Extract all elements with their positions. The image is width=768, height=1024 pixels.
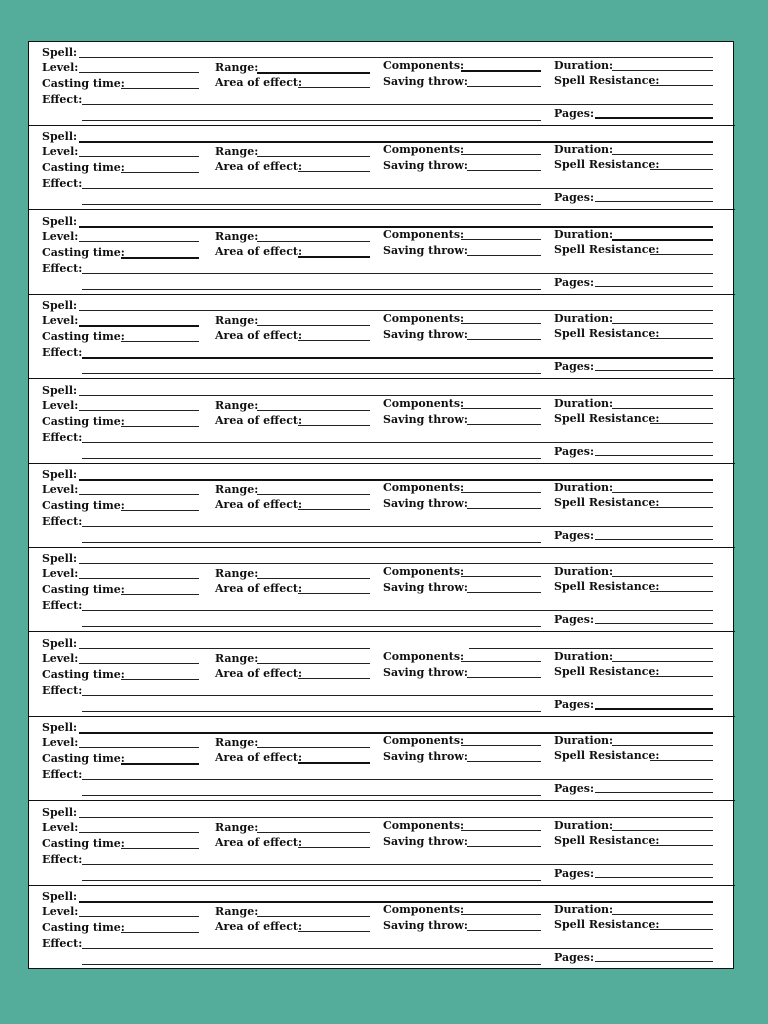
saving-throw-field[interactable] bbox=[467, 761, 541, 762]
casting-time-label: Casting time: bbox=[42, 246, 125, 259]
range-field[interactable] bbox=[257, 916, 370, 917]
effect-label: Effect: bbox=[42, 768, 83, 781]
spell-field[interactable] bbox=[79, 310, 713, 311]
spell-entry bbox=[29, 633, 735, 717]
casting-time-field[interactable] bbox=[121, 510, 199, 511]
level-label: Level: bbox=[42, 567, 79, 580]
spell-entry bbox=[29, 548, 735, 632]
casting-time-field[interactable] bbox=[121, 88, 199, 89]
saving-throw-field[interactable] bbox=[467, 255, 541, 256]
level-field[interactable] bbox=[79, 325, 199, 327]
area-of-effect-field[interactable] bbox=[298, 509, 370, 510]
level-label: Level: bbox=[42, 821, 79, 834]
pages-label: Pages: bbox=[554, 782, 595, 795]
saving-throw-field[interactable] bbox=[467, 677, 541, 678]
spell-field[interactable] bbox=[79, 732, 713, 734]
components-label: Components: bbox=[383, 481, 465, 494]
area-of-effect-field[interactable] bbox=[298, 593, 370, 594]
area-of-effect-label: Area of effect: bbox=[215, 160, 303, 173]
area-of-effect-field[interactable] bbox=[298, 425, 370, 426]
range-field[interactable] bbox=[257, 494, 370, 495]
area-of-effect-label: Area of effect: bbox=[215, 582, 303, 595]
effect-field[interactable] bbox=[82, 442, 713, 443]
casting-time-field[interactable] bbox=[121, 594, 199, 595]
spell-resistance-label: Spell Resistance: bbox=[554, 74, 660, 87]
level-field[interactable] bbox=[79, 410, 199, 411]
entry-divider bbox=[29, 631, 735, 632]
spell-field[interactable] bbox=[79, 226, 713, 228]
spell-entry bbox=[29, 464, 735, 548]
area-of-effect-field[interactable] bbox=[298, 678, 370, 679]
casting-time-label: Casting time: bbox=[42, 752, 125, 765]
duration-label: Duration: bbox=[554, 565, 614, 578]
saving-throw-field[interactable] bbox=[467, 424, 541, 425]
pages-label: Pages: bbox=[554, 698, 595, 711]
spell-entry bbox=[29, 295, 735, 379]
level-field[interactable] bbox=[79, 156, 199, 157]
range-label: Range: bbox=[215, 145, 259, 158]
components-label: Components: bbox=[383, 312, 465, 325]
effect-field[interactable] bbox=[82, 948, 713, 949]
saving-throw-label: Saving throw: bbox=[383, 497, 468, 510]
components-label: Components: bbox=[383, 734, 465, 747]
saving-throw-label: Saving throw: bbox=[383, 666, 468, 679]
range-field[interactable] bbox=[257, 663, 370, 664]
saving-throw-label: Saving throw: bbox=[383, 750, 468, 763]
casting-time-label: Casting time: bbox=[42, 77, 125, 90]
casting-time-field[interactable] bbox=[121, 426, 199, 427]
spell-resistance-label: Spell Resistance: bbox=[554, 749, 660, 762]
components-field[interactable] bbox=[461, 914, 541, 915]
pages-field[interactable] bbox=[595, 961, 713, 962]
duration-label: Duration: bbox=[554, 397, 614, 410]
effect-label: Effect: bbox=[42, 515, 83, 528]
spell-label: Spell: bbox=[42, 299, 78, 312]
casting-time-label: Casting time: bbox=[42, 921, 125, 934]
components-field[interactable] bbox=[461, 661, 541, 662]
duration-field[interactable] bbox=[612, 154, 713, 155]
pages-field[interactable] bbox=[595, 117, 713, 119]
components-field[interactable] bbox=[461, 745, 541, 746]
duration-label: Duration: bbox=[554, 734, 614, 747]
spell-label: Spell: bbox=[42, 552, 78, 565]
level-label: Level: bbox=[42, 652, 79, 665]
range-label: Range: bbox=[215, 567, 259, 580]
components-field[interactable] bbox=[461, 323, 541, 324]
spell-resistance-label: Spell Resistance: bbox=[554, 496, 660, 509]
spell-resistance-label: Spell Resistance: bbox=[554, 665, 660, 678]
duration-field[interactable] bbox=[612, 239, 713, 241]
level-label: Level: bbox=[42, 61, 79, 74]
spell-resistance-field[interactable] bbox=[650, 676, 713, 677]
area-of-effect-field[interactable] bbox=[298, 256, 370, 258]
spell-resistance-label: Spell Resistance: bbox=[554, 158, 660, 171]
saving-throw-label: Saving throw: bbox=[383, 581, 468, 594]
effect-label: Effect: bbox=[42, 937, 83, 950]
duration-label: Duration: bbox=[554, 312, 614, 325]
spell-resistance-field[interactable] bbox=[650, 85, 713, 86]
saving-throw-field[interactable] bbox=[467, 930, 541, 931]
components-field[interactable] bbox=[461, 239, 541, 240]
spell-label: Spell: bbox=[42, 806, 78, 819]
spell-field[interactable] bbox=[79, 901, 713, 903]
effect-2-field[interactable] bbox=[82, 711, 541, 712]
components-label: Components: bbox=[383, 397, 465, 410]
level-field[interactable] bbox=[79, 832, 199, 833]
spell-label: Spell: bbox=[42, 637, 78, 650]
effect-field[interactable] bbox=[82, 273, 713, 274]
casting-time-label: Casting time: bbox=[42, 837, 125, 850]
range-label: Range: bbox=[215, 483, 259, 496]
components-field[interactable] bbox=[461, 492, 541, 493]
components-label: Components: bbox=[383, 228, 465, 241]
spell-label: Spell: bbox=[42, 468, 78, 481]
entry-divider bbox=[29, 378, 735, 379]
spell-field[interactable] bbox=[79, 57, 713, 58]
area-of-effect-field[interactable] bbox=[298, 762, 370, 764]
spell-label: Spell: bbox=[42, 384, 78, 397]
area-of-effect-label: Area of effect: bbox=[215, 414, 303, 427]
casting-time-field[interactable] bbox=[121, 932, 199, 933]
pages-field[interactable] bbox=[595, 201, 713, 202]
spell-resistance-field[interactable] bbox=[650, 760, 713, 761]
level-field[interactable] bbox=[79, 241, 199, 242]
level-label: Level: bbox=[42, 145, 79, 158]
spell-field[interactable] bbox=[79, 563, 713, 564]
pages-field[interactable] bbox=[595, 286, 713, 287]
effect-label: Effect: bbox=[42, 853, 83, 866]
range-label: Range: bbox=[215, 652, 259, 665]
area-of-effect-label: Area of effect: bbox=[215, 76, 303, 89]
spell-resistance-field[interactable] bbox=[650, 507, 713, 508]
level-label: Level: bbox=[42, 399, 79, 412]
components-field[interactable] bbox=[461, 154, 541, 155]
range-field[interactable] bbox=[257, 325, 370, 326]
effect-field[interactable] bbox=[82, 188, 713, 189]
level-field[interactable] bbox=[79, 494, 199, 495]
level-label: Level: bbox=[42, 905, 79, 918]
components-label: Components: bbox=[383, 565, 465, 578]
area-of-effect-label: Area of effect: bbox=[215, 836, 303, 849]
components-field[interactable] bbox=[461, 830, 541, 831]
duration-field[interactable] bbox=[612, 323, 713, 324]
saving-throw-field[interactable] bbox=[467, 339, 541, 340]
duration-label: Duration: bbox=[554, 143, 614, 156]
effect-field[interactable] bbox=[82, 357, 713, 359]
duration-field[interactable] bbox=[612, 830, 713, 831]
pages-field[interactable] bbox=[595, 877, 713, 878]
components-field[interactable] bbox=[461, 408, 541, 409]
pages-field[interactable] bbox=[595, 623, 713, 624]
range-field[interactable] bbox=[257, 832, 370, 833]
effect-2-field[interactable] bbox=[82, 120, 541, 121]
range-label: Range: bbox=[215, 905, 259, 918]
casting-time-field[interactable] bbox=[121, 848, 199, 849]
level-field[interactable] bbox=[79, 916, 199, 917]
effect-2-field[interactable] bbox=[82, 289, 541, 290]
casting-time-label: Casting time: bbox=[42, 161, 125, 174]
spell-field-extension[interactable] bbox=[469, 648, 713, 649]
saving-throw-field[interactable] bbox=[467, 86, 541, 87]
pages-label: Pages: bbox=[554, 276, 595, 289]
duration-field[interactable] bbox=[612, 914, 713, 915]
pages-label: Pages: bbox=[554, 613, 595, 626]
duration-label: Duration: bbox=[554, 481, 614, 494]
effect-2-field[interactable] bbox=[82, 204, 541, 205]
spell-resistance-label: Spell Resistance: bbox=[554, 243, 660, 256]
saving-throw-label: Saving throw: bbox=[383, 413, 468, 426]
effect-label: Effect: bbox=[42, 599, 83, 612]
spell-label: Spell: bbox=[42, 215, 78, 228]
saving-throw-field[interactable] bbox=[467, 508, 541, 509]
area-of-effect-label: Area of effect: bbox=[215, 498, 303, 511]
effect-label: Effect: bbox=[42, 431, 83, 444]
saving-throw-label: Saving throw: bbox=[383, 835, 468, 848]
components-label: Components: bbox=[383, 143, 465, 156]
level-field[interactable] bbox=[79, 578, 199, 579]
spell-entry bbox=[29, 886, 735, 970]
pages-label: Pages: bbox=[554, 445, 595, 458]
pages-field[interactable] bbox=[595, 792, 713, 793]
spell-field[interactable] bbox=[79, 648, 370, 649]
components-field[interactable] bbox=[461, 70, 541, 72]
components-label: Components: bbox=[383, 59, 465, 72]
spell-record-sheet bbox=[28, 41, 734, 969]
effect-field[interactable] bbox=[82, 526, 713, 527]
duration-label: Duration: bbox=[554, 819, 614, 832]
saving-throw-label: Saving throw: bbox=[383, 159, 468, 172]
level-label: Level: bbox=[42, 483, 79, 496]
effect-label: Effect: bbox=[42, 177, 83, 190]
saving-throw-label: Saving throw: bbox=[383, 244, 468, 257]
duration-field[interactable] bbox=[612, 70, 713, 71]
effect-label: Effect: bbox=[42, 262, 83, 275]
spell-label: Spell: bbox=[42, 130, 78, 143]
range-label: Range: bbox=[215, 821, 259, 834]
effect-2-field[interactable] bbox=[82, 795, 541, 796]
duration-label: Duration: bbox=[554, 59, 614, 72]
spell-resistance-label: Spell Resistance: bbox=[554, 834, 660, 847]
spell-resistance-label: Spell Resistance: bbox=[554, 580, 660, 593]
range-field[interactable] bbox=[257, 747, 370, 748]
entry-divider bbox=[29, 800, 735, 801]
level-label: Level: bbox=[42, 314, 79, 327]
spell-entry bbox=[29, 380, 735, 464]
effect-label: Effect: bbox=[42, 684, 83, 697]
effect-2-field[interactable] bbox=[82, 542, 541, 543]
spell-label: Spell: bbox=[42, 721, 78, 734]
duration-label: Duration: bbox=[554, 650, 614, 663]
effect-field[interactable] bbox=[82, 104, 713, 105]
casting-time-field[interactable] bbox=[121, 341, 199, 342]
spell-entry bbox=[29, 717, 735, 801]
spell-label: Spell: bbox=[42, 890, 78, 903]
area-of-effect-field[interactable] bbox=[298, 171, 370, 172]
spell-entry bbox=[29, 126, 735, 210]
effect-2-field[interactable] bbox=[82, 626, 541, 627]
casting-time-label: Casting time: bbox=[42, 583, 125, 596]
effect-field[interactable] bbox=[82, 779, 713, 780]
effect-label: Effect: bbox=[42, 93, 83, 106]
spell-resistance-field[interactable] bbox=[650, 929, 713, 930]
spell-resistance-label: Spell Resistance: bbox=[554, 412, 660, 425]
casting-time-label: Casting time: bbox=[42, 668, 125, 681]
pages-label: Pages: bbox=[554, 867, 595, 880]
range-field[interactable] bbox=[257, 410, 370, 411]
pages-field[interactable] bbox=[595, 370, 713, 371]
level-label: Level: bbox=[42, 230, 79, 243]
range-label: Range: bbox=[215, 399, 259, 412]
spell-label: Spell: bbox=[42, 46, 78, 59]
pages-label: Pages: bbox=[554, 529, 595, 542]
entry-divider bbox=[29, 209, 735, 210]
level-field[interactable] bbox=[79, 663, 199, 664]
saving-throw-label: Saving throw: bbox=[383, 328, 468, 341]
casting-time-field[interactable] bbox=[121, 172, 199, 173]
duration-label: Duration: bbox=[554, 228, 614, 241]
range-field[interactable] bbox=[257, 72, 370, 74]
area-of-effect-label: Area of effect: bbox=[215, 667, 303, 680]
spell-resistance-field[interactable] bbox=[650, 338, 713, 339]
area-of-effect-label: Area of effect: bbox=[215, 245, 303, 258]
effect-2-field[interactable] bbox=[82, 964, 541, 965]
area-of-effect-label: Area of effect: bbox=[215, 751, 303, 764]
duration-field[interactable] bbox=[612, 745, 713, 746]
components-label: Components: bbox=[383, 903, 465, 916]
spell-field[interactable] bbox=[79, 395, 713, 396]
duration-label: Duration: bbox=[554, 903, 614, 916]
spell-entry bbox=[29, 802, 735, 886]
area-of-effect-label: Area of effect: bbox=[215, 329, 303, 342]
components-label: Components: bbox=[383, 819, 465, 832]
saving-throw-field[interactable] bbox=[467, 592, 541, 593]
spell-resistance-label: Spell Resistance: bbox=[554, 918, 660, 931]
effect-label: Effect: bbox=[42, 346, 83, 359]
casting-time-field[interactable] bbox=[121, 257, 199, 259]
spell-resistance-field[interactable] bbox=[650, 254, 713, 255]
spell-entry bbox=[29, 42, 735, 126]
effect-2-field[interactable] bbox=[82, 880, 541, 881]
area-of-effect-field[interactable] bbox=[298, 847, 370, 848]
saving-throw-label: Saving throw: bbox=[383, 919, 468, 932]
effect-2-field[interactable] bbox=[82, 373, 541, 374]
casting-time-label: Casting time: bbox=[42, 499, 125, 512]
range-label: Range: bbox=[215, 736, 259, 749]
pages-field[interactable] bbox=[595, 708, 713, 710]
area-of-effect-field[interactable] bbox=[298, 340, 370, 341]
level-field[interactable] bbox=[79, 747, 199, 748]
casting-time-label: Casting time: bbox=[42, 415, 125, 428]
spell-resistance-field[interactable] bbox=[650, 591, 713, 592]
area-of-effect-label: Area of effect: bbox=[215, 920, 303, 933]
pages-field[interactable] bbox=[595, 455, 713, 456]
effect-field[interactable] bbox=[82, 610, 713, 611]
saving-throw-field[interactable] bbox=[467, 846, 541, 847]
spell-resistance-label: Spell Resistance: bbox=[554, 327, 660, 340]
components-field[interactable] bbox=[461, 576, 541, 577]
pages-label: Pages: bbox=[554, 107, 595, 120]
effect-field[interactable] bbox=[82, 695, 713, 696]
duration-field[interactable] bbox=[612, 576, 713, 577]
effect-2-field[interactable] bbox=[82, 458, 541, 459]
pages-label: Pages: bbox=[554, 951, 595, 964]
casting-time-label: Casting time: bbox=[42, 330, 125, 343]
level-label: Level: bbox=[42, 736, 79, 749]
range-label: Range: bbox=[215, 61, 259, 74]
saving-throw-label: Saving throw: bbox=[383, 75, 468, 88]
spell-field[interactable] bbox=[79, 817, 713, 818]
range-label: Range: bbox=[215, 314, 259, 327]
range-field[interactable] bbox=[257, 578, 370, 579]
range-field[interactable] bbox=[257, 156, 370, 157]
pages-label: Pages: bbox=[554, 360, 595, 373]
range-field[interactable] bbox=[257, 241, 370, 242]
pages-label: Pages: bbox=[554, 191, 595, 204]
saving-throw-field[interactable] bbox=[467, 170, 541, 171]
spell-field[interactable] bbox=[79, 479, 713, 481]
pages-field[interactable] bbox=[595, 539, 713, 540]
duration-field[interactable] bbox=[612, 492, 713, 493]
casting-time-field[interactable] bbox=[121, 679, 199, 680]
area-of-effect-field[interactable] bbox=[298, 87, 370, 88]
casting-time-field[interactable] bbox=[121, 763, 199, 765]
duration-field[interactable] bbox=[612, 408, 713, 409]
duration-field[interactable] bbox=[612, 661, 713, 662]
area-of-effect-field[interactable] bbox=[298, 931, 370, 932]
spell-resistance-field[interactable] bbox=[650, 423, 713, 424]
spell-entry bbox=[29, 211, 735, 295]
range-label: Range: bbox=[215, 230, 259, 243]
level-field[interactable] bbox=[79, 72, 199, 73]
spell-resistance-field[interactable] bbox=[650, 845, 713, 846]
effect-field[interactable] bbox=[82, 864, 713, 865]
spell-field[interactable] bbox=[79, 141, 713, 143]
spell-resistance-field[interactable] bbox=[650, 169, 713, 170]
components-label: Components: bbox=[383, 650, 465, 663]
